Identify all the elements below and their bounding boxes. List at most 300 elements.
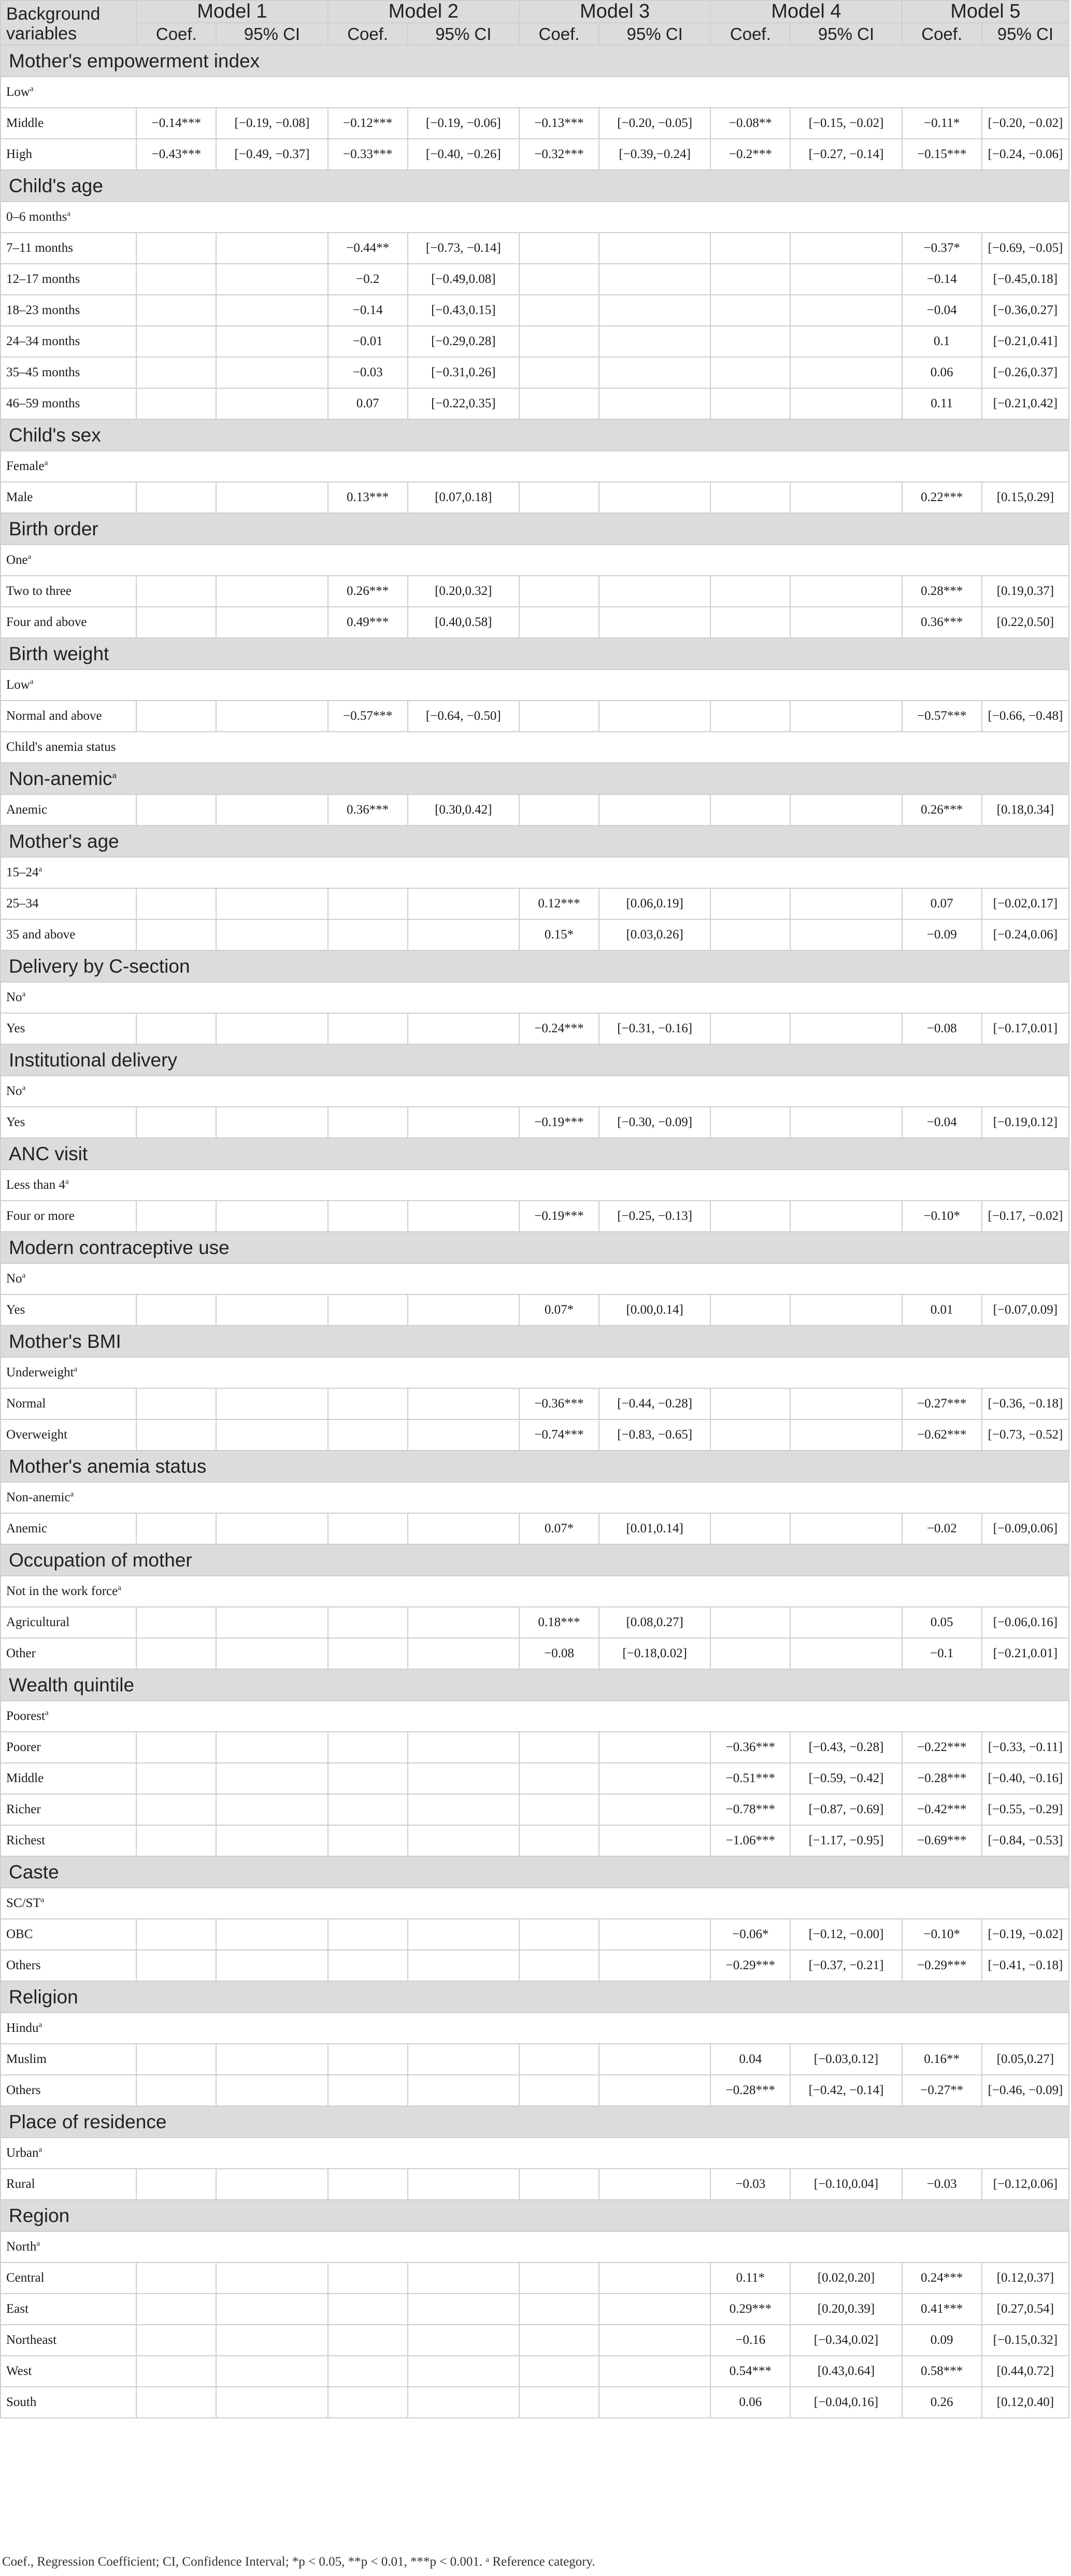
- coef-header: Coef.: [136, 23, 216, 45]
- table-row: [1, 2387, 1069, 2418]
- ci-cell: [216, 1013, 327, 1044]
- coef-cell: 0.12***: [519, 888, 599, 919]
- ci-cell: [216, 1763, 327, 1794]
- ci-cell: [790, 794, 902, 826]
- ci-cell: [599, 576, 710, 607]
- table-row: [1, 2075, 1069, 2106]
- coef-cell: [136, 1107, 216, 1138]
- reference-category-label: Poorest: [6, 1709, 45, 1723]
- variable-label: Four or more: [1, 1201, 136, 1232]
- ci-cell: [−0.15, −0.02]: [790, 108, 902, 139]
- coef-cell: [328, 919, 408, 950]
- ci-cell: [216, 388, 327, 419]
- coef-cell: [519, 1950, 599, 1981]
- coef-cell: −0.2***: [710, 139, 790, 170]
- section-header-row: [1, 1232, 1069, 1263]
- coef-cell: [136, 794, 216, 826]
- reference-category-cell: [1, 1263, 1069, 1294]
- section-title-text: Mother's anemia status: [9, 1455, 207, 1477]
- coef-cell: [136, 295, 216, 326]
- ci-cell: [216, 701, 327, 732]
- reference-category-row: [1, 1482, 1069, 1513]
- reference-category-row: [1, 77, 1069, 108]
- ci-cell: [599, 1919, 710, 1950]
- variable-label: 25–34: [1, 888, 136, 919]
- ci-cell: [0.43,0.64]: [790, 2356, 902, 2387]
- reference-category-label: No: [6, 990, 22, 1004]
- coef-cell: [519, 701, 599, 732]
- section-title-text: Mother's empowerment index: [9, 50, 260, 72]
- coef-cell: [328, 888, 408, 919]
- coef-cell: [710, 1638, 790, 1669]
- ci-cell: [−0.02,0.17]: [982, 888, 1069, 919]
- ci-cell: [−0.49, −0.37]: [216, 139, 327, 170]
- ci-cell: [−0.29,0.28]: [408, 326, 519, 357]
- variable-label: 12–17 months: [1, 264, 136, 295]
- variable-label: East: [1, 2294, 136, 2325]
- ci-cell: [790, 1013, 902, 1044]
- table-row: [1, 2044, 1069, 2075]
- ci-cell: [−0.21,0.01]: [982, 1638, 1069, 1669]
- coef-cell: 0.41***: [902, 2294, 982, 2325]
- ci-cell: [−0.24,0.06]: [982, 919, 1069, 950]
- ci-cell: [599, 326, 710, 357]
- variable-label: 35 and above: [1, 919, 136, 950]
- ci-cell: [0.15,0.29]: [982, 482, 1069, 513]
- ci-cell: [216, 2356, 327, 2387]
- ci-cell: [−0.44, −0.28]: [599, 1388, 710, 1419]
- coef-cell: −0.03: [710, 2169, 790, 2200]
- variable-label: Richer: [1, 1794, 136, 1825]
- coef-cell: −0.14: [902, 264, 982, 295]
- section-title-text: Child's age: [9, 175, 103, 196]
- ci-cell: [216, 1107, 327, 1138]
- coef-cell: [328, 2044, 408, 2075]
- ci-cell: [790, 1201, 902, 1232]
- table-row: [1, 357, 1069, 388]
- coef-cell: [519, 1794, 599, 1825]
- ci-cell: [599, 2169, 710, 2200]
- ci-cell: [0.20,0.39]: [790, 2294, 902, 2325]
- reference-category-row: [1, 1263, 1069, 1294]
- coef-cell: −0.44**: [328, 233, 408, 264]
- coef-cell: [328, 1201, 408, 1232]
- ci-cell: [216, 1794, 327, 1825]
- ci-cell: [0.01,0.14]: [599, 1513, 710, 1544]
- reference-category-row: [1, 732, 1069, 763]
- variable-label: Northeast: [1, 2325, 136, 2356]
- reference-category-row: [1, 545, 1069, 576]
- variable-label: Central: [1, 2262, 136, 2294]
- coef-cell: [328, 1919, 408, 1950]
- coef-cell: 0.58***: [902, 2356, 982, 2387]
- table-row: [1, 701, 1069, 732]
- ci-header: 95% CI: [790, 23, 902, 45]
- ci-cell: [−0.04,0.16]: [790, 2387, 902, 2418]
- section-title-text: Mother's age: [9, 830, 119, 852]
- coef-cell: [136, 1825, 216, 1856]
- ci-cell: [790, 326, 902, 357]
- coef-cell: 0.11: [902, 388, 982, 419]
- reference-category-label: 0–6 months: [6, 210, 67, 224]
- coef-cell: 0.06: [710, 2387, 790, 2418]
- variable-label: Anemic: [1, 1513, 136, 1544]
- coef-cell: [710, 233, 790, 264]
- coef-cell: 0.11*: [710, 2262, 790, 2294]
- coef-cell: [519, 264, 599, 295]
- table-row: [1, 264, 1069, 295]
- coef-cell: −0.19***: [519, 1107, 599, 1138]
- ci-cell: [599, 2387, 710, 2418]
- coef-cell: [710, 607, 790, 638]
- ci-cell: [−0.43, −0.28]: [790, 1732, 902, 1763]
- ci-cell: [790, 295, 902, 326]
- reference-category-cell: [1, 2231, 1069, 2262]
- ci-cell: [216, 1919, 327, 1950]
- coef-cell: [328, 2325, 408, 2356]
- ci-cell: [216, 357, 327, 388]
- coef-cell: −0.29***: [710, 1950, 790, 1981]
- table-row: [1, 1732, 1069, 1763]
- coef-cell: [710, 1388, 790, 1419]
- ci-cell: [−0.43,0.15]: [408, 295, 519, 326]
- section-title: [1, 419, 1069, 451]
- section-header-row: [1, 419, 1069, 451]
- reference-category-label: Underweight: [6, 1365, 74, 1379]
- coef-cell: [519, 1763, 599, 1794]
- variable-label: Poorer: [1, 1732, 136, 1763]
- ci-cell: [216, 2294, 327, 2325]
- coef-cell: [519, 326, 599, 357]
- coef-cell: −0.11*: [902, 108, 982, 139]
- coef-cell: −0.04: [902, 1107, 982, 1138]
- ci-cell: [599, 2294, 710, 2325]
- ci-cell: [−0.19, −0.06]: [408, 108, 519, 139]
- coef-cell: [136, 1419, 216, 1450]
- ci-cell: [0.27,0.54]: [982, 2294, 1069, 2325]
- coef-cell: 0.36***: [328, 794, 408, 826]
- ci-cell: [408, 1013, 519, 1044]
- variable-label: Muslim: [1, 2044, 136, 2075]
- coef-cell: [136, 388, 216, 419]
- coef-cell: −0.13***: [519, 108, 599, 139]
- coef-cell: [328, 1950, 408, 1981]
- coef-cell: −0.02: [902, 1513, 982, 1544]
- ci-header: 95% CI: [216, 23, 327, 45]
- ci-cell: [−0.40, −0.16]: [982, 1763, 1069, 1794]
- ci-cell: [0.30,0.42]: [408, 794, 519, 826]
- ci-cell: [−0.84, −0.53]: [982, 1825, 1069, 1856]
- section-header-row: [1, 2200, 1069, 2231]
- coef-cell: −0.33***: [328, 139, 408, 170]
- coef-cell: 0.18***: [519, 1607, 599, 1638]
- section-header-row: [1, 826, 1069, 857]
- reference-category-cell: [1, 1357, 1069, 1388]
- reference-category-label: SC/ST: [6, 1896, 41, 1910]
- background-variables-header: Background variables: [1, 1, 136, 45]
- coef-cell: 0.07*: [519, 1294, 599, 1326]
- section-title: [1, 1138, 1069, 1170]
- ci-cell: [216, 2325, 327, 2356]
- ci-cell: [216, 1825, 327, 1856]
- ci-cell: [408, 1419, 519, 1450]
- model-header: Model 1: [136, 1, 327, 23]
- coef-cell: [136, 701, 216, 732]
- coef-cell: −0.10*: [902, 1201, 982, 1232]
- reference-marker: a: [27, 552, 32, 561]
- ci-cell: [408, 1107, 519, 1138]
- coef-cell: −0.28***: [710, 2075, 790, 2106]
- table-row: [1, 1794, 1069, 1825]
- reference-marker: a: [65, 1177, 69, 1186]
- table-row: [1, 576, 1069, 607]
- reference-category-label: North: [6, 2240, 37, 2254]
- ci-cell: [0.19,0.37]: [982, 576, 1069, 607]
- table-row: [1, 1294, 1069, 1326]
- section-header-row: [1, 1669, 1069, 1701]
- ci-cell: [−0.83, −0.65]: [599, 1419, 710, 1450]
- ci-cell: [216, 2387, 327, 2418]
- coef-cell: [519, 2044, 599, 2075]
- section-title: [1, 513, 1069, 545]
- reference-category-cell: [1, 1576, 1069, 1607]
- ci-cell: [408, 1825, 519, 1856]
- section-title: [1, 2200, 1069, 2231]
- ci-cell: [790, 1107, 902, 1138]
- section-title: [1, 826, 1069, 857]
- coef-cell: [710, 326, 790, 357]
- ci-cell: [790, 1294, 902, 1326]
- coef-cell: 0.54***: [710, 2356, 790, 2387]
- reference-category-label: One: [6, 553, 28, 567]
- model-header: Model 5: [902, 1, 1069, 23]
- ci-cell: [−0.27, −0.14]: [790, 139, 902, 170]
- ci-cell: [599, 1763, 710, 1794]
- ci-cell: [790, 388, 902, 419]
- section-header-row: [1, 1981, 1069, 2013]
- reference-marker: a: [45, 1709, 49, 1717]
- reference-category-label: Non-anemic: [6, 1490, 70, 1504]
- reference-category-cell: [1, 77, 1069, 108]
- coef-cell: −0.10*: [902, 1919, 982, 1950]
- reference-marker: a: [44, 459, 48, 467]
- coef-cell: [328, 2356, 408, 2387]
- section-title-text: Child's sex: [9, 424, 101, 446]
- coef-cell: −0.08: [902, 1013, 982, 1044]
- variable-label: West: [1, 2356, 136, 2387]
- variable-label: 35–45 months: [1, 357, 136, 388]
- reference-category-cell: [1, 732, 1069, 763]
- variable-label: Middle: [1, 108, 136, 139]
- table-row: [1, 607, 1069, 638]
- section-header-row: [1, 1044, 1069, 1076]
- model-header: Model 3: [519, 1, 710, 23]
- coef-cell: [519, 1919, 599, 1950]
- ci-header: 95% CI: [599, 23, 710, 45]
- ci-cell: [−0.36, −0.18]: [982, 1388, 1069, 1419]
- ci-cell: [599, 388, 710, 419]
- variable-label: Anemic: [1, 794, 136, 826]
- table-row: [1, 1950, 1069, 1981]
- ci-cell: [0.06,0.19]: [599, 888, 710, 919]
- ci-cell: [408, 1388, 519, 1419]
- reference-category-row: [1, 1076, 1069, 1107]
- reference-category-cell: [1, 1701, 1069, 1732]
- variable-label: Rural: [1, 2169, 136, 2200]
- reference-category-cell: [1, 1482, 1069, 1513]
- coef-cell: −0.24***: [519, 1013, 599, 1044]
- section-title-text: Birth weight: [9, 643, 109, 664]
- table-footnote: Coef., Regression Coefficient; CI, Confidence Interval; *p < 0.05, **p < 0.01, ***p < 0.001. ᵃ Reference category.: [2, 2555, 595, 2569]
- coef-cell: [710, 1607, 790, 1638]
- ci-cell: [−0.07,0.09]: [982, 1294, 1069, 1326]
- ci-cell: [−0.37, −0.21]: [790, 1950, 902, 1981]
- coef-cell: [519, 2356, 599, 2387]
- table-row: [1, 139, 1069, 170]
- coef-cell: [136, 1513, 216, 1544]
- table-row: [1, 295, 1069, 326]
- section-title: [1, 1326, 1069, 1357]
- coef-cell: −0.08**: [710, 108, 790, 139]
- ci-cell: [216, 326, 327, 357]
- coef-cell: −0.15***: [902, 139, 982, 170]
- ci-cell: [408, 2075, 519, 2106]
- section-title: [1, 1232, 1069, 1263]
- coef-cell: [328, 2169, 408, 2200]
- ci-cell: [408, 2169, 519, 2200]
- ci-cell: [599, 2044, 710, 2075]
- coef-cell: −0.14: [328, 295, 408, 326]
- reference-category-row: [1, 2013, 1069, 2044]
- section-header-row: [1, 638, 1069, 670]
- coef-cell: [136, 1294, 216, 1326]
- ci-cell: [0.12,0.40]: [982, 2387, 1069, 2418]
- table-row: [1, 919, 1069, 950]
- variable-label: Four and above: [1, 607, 136, 638]
- ci-cell: [−0.20, −0.05]: [599, 108, 710, 139]
- coef-cell: [136, 1201, 216, 1232]
- coef-cell: [136, 2356, 216, 2387]
- ci-cell: [216, 1607, 327, 1638]
- ci-cell: [−0.19,0.12]: [982, 1107, 1069, 1138]
- ci-cell: [599, 1794, 710, 1825]
- reference-category-cell: [1, 2138, 1069, 2169]
- ci-cell: [−0.30, −0.09]: [599, 1107, 710, 1138]
- variable-label: OBC: [1, 1919, 136, 1950]
- ci-cell: [790, 576, 902, 607]
- coef-cell: [710, 888, 790, 919]
- reference-marker: a: [74, 1365, 78, 1374]
- ci-cell: [599, 701, 710, 732]
- table-body: [1, 45, 1069, 2418]
- coef-cell: [136, 2262, 216, 2294]
- coef-cell: −0.04: [902, 295, 982, 326]
- ci-cell: [216, 2075, 327, 2106]
- ci-cell: [599, 794, 710, 826]
- coef-cell: [519, 1825, 599, 1856]
- coef-cell: −0.1: [902, 1638, 982, 1669]
- ci-cell: [0.02,0.20]: [790, 2262, 902, 2294]
- ci-header: 95% CI: [982, 23, 1069, 45]
- coef-cell: [710, 1201, 790, 1232]
- reference-category-label: Low: [6, 85, 30, 99]
- ci-cell: [−0.41, −0.18]: [982, 1950, 1069, 1981]
- coef-cell: 0.24***: [902, 2262, 982, 2294]
- table-row: [1, 1013, 1069, 1044]
- section-title: [1, 1856, 1069, 1888]
- coef-cell: −1.06***: [710, 1825, 790, 1856]
- reference-category-label: Female: [6, 459, 45, 473]
- ci-cell: [−0.73, −0.14]: [408, 233, 519, 264]
- ci-cell: [599, 2356, 710, 2387]
- ci-cell: [790, 233, 902, 264]
- ci-cell: [408, 2262, 519, 2294]
- coef-cell: [136, 2325, 216, 2356]
- coef-cell: [519, 794, 599, 826]
- ci-cell: [790, 1638, 902, 1669]
- coef-cell: [136, 2075, 216, 2106]
- ci-cell: [−0.69, −0.05]: [982, 233, 1069, 264]
- section-title: [1, 1981, 1069, 2013]
- table-row: [1, 1419, 1069, 1450]
- section-header-row: [1, 45, 1069, 77]
- ci-cell: [216, 1201, 327, 1232]
- reference-category-row: [1, 982, 1069, 1013]
- coef-header: Coef.: [519, 23, 599, 45]
- ci-cell: [−0.24, −0.06]: [982, 139, 1069, 170]
- section-title-text: Mother's BMI: [9, 1330, 121, 1352]
- coef-cell: [328, 2075, 408, 2106]
- ci-cell: [216, 2169, 327, 2200]
- ci-cell: [−0.42, −0.14]: [790, 2075, 902, 2106]
- reference-category-row: [1, 1888, 1069, 1919]
- section-header-row: [1, 513, 1069, 545]
- variable-label: High: [1, 139, 136, 170]
- table-row: [1, 1638, 1069, 1669]
- coef-cell: [328, 1732, 408, 1763]
- coef-cell: 0.06: [902, 357, 982, 388]
- reference-category-cell: [1, 982, 1069, 1013]
- coef-cell: 0.26: [902, 2387, 982, 2418]
- coef-cell: [519, 2325, 599, 2356]
- coef-cell: −0.16: [710, 2325, 790, 2356]
- coef-cell: −0.12***: [328, 108, 408, 139]
- reference-category-cell: [1, 670, 1069, 701]
- ci-cell: [599, 357, 710, 388]
- ci-cell: [−0.34,0.02]: [790, 2325, 902, 2356]
- ci-cell: [216, 1419, 327, 1450]
- variable-label: Others: [1, 1950, 136, 1981]
- coef-header: Coef.: [710, 23, 790, 45]
- coef-cell: 0.26***: [328, 576, 408, 607]
- ci-header: 95% CI: [408, 23, 519, 45]
- reference-category-row: [1, 857, 1069, 888]
- coef-cell: 0.04: [710, 2044, 790, 2075]
- reference-marker: a: [67, 209, 71, 218]
- table-row: [1, 888, 1069, 919]
- coef-cell: [328, 2294, 408, 2325]
- coef-cell: −0.42***: [902, 1794, 982, 1825]
- coef-cell: [136, 482, 216, 513]
- coef-cell: 0.16**: [902, 2044, 982, 2075]
- coef-cell: [136, 607, 216, 638]
- coef-cell: 0.36***: [902, 607, 982, 638]
- section-title-text: Wealth quintile: [9, 1674, 135, 1696]
- coef-cell: [328, 1419, 408, 1450]
- reference-category-cell: [1, 1076, 1069, 1107]
- coef-cell: −0.2: [328, 264, 408, 295]
- coef-cell: [136, 326, 216, 357]
